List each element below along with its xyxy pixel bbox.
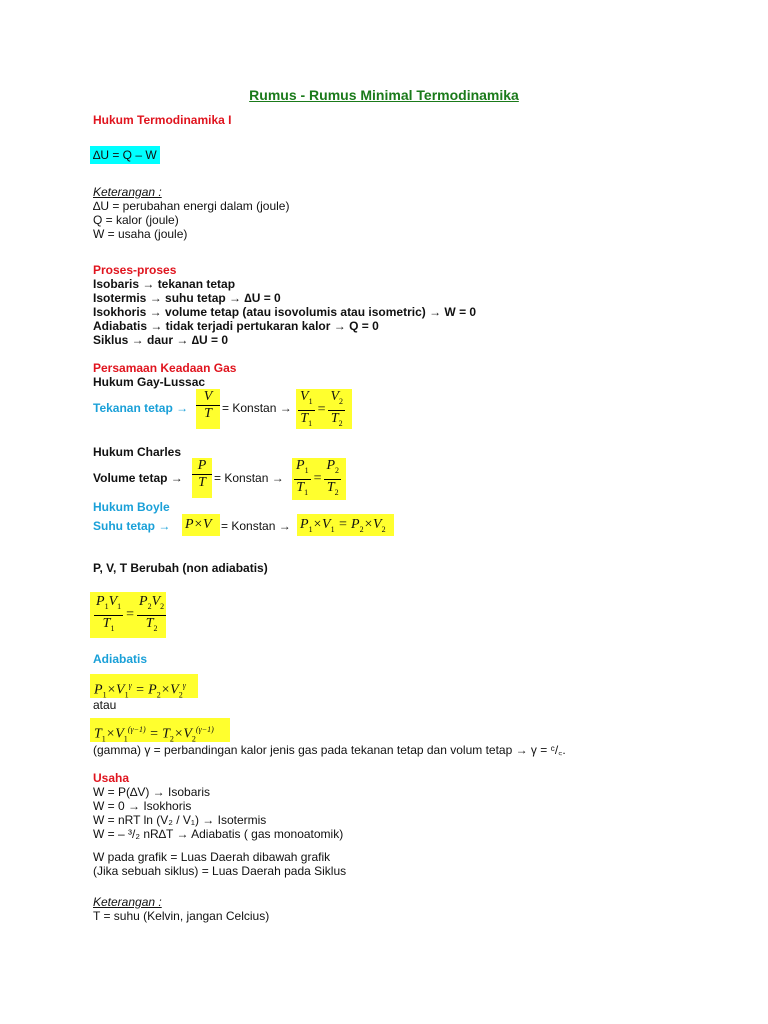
- volume-tetap-label: Volume tetap →: [93, 471, 183, 485]
- usaha-line-2: W = 0 → Isokhoris: [93, 799, 192, 813]
- usaha-line-1: W = P(∆V) → Isobaris: [93, 785, 211, 799]
- adiabatic-tv-box: $T_1\times V_1^{(\gamma-1)} = T_2\times V_2^{(\gamma-1)}$: [90, 718, 230, 742]
- adiabatic-pv-box: $P_1\times V_1^\gamma = P_2\times V_2^\gamma$: [90, 674, 198, 698]
- proses-line-4: Adiabatis → tidak terjadi pertukaran kalor → Q = 0: [93, 319, 379, 333]
- atau-text: atau: [93, 698, 117, 712]
- combined-gas-law-box: $\frac{P_1V_1}{T_1}$ = $\frac{P_2V_2}{T_2}$: [90, 592, 166, 638]
- ket2-line: T = suhu (Kelvin, jangan Celcius): [93, 909, 270, 923]
- proses-line-5: Siklus → daur → ∆U = 0: [93, 333, 229, 347]
- hukum1-heading: Hukum Termodinamika I: [93, 113, 232, 127]
- v-over-t-box: $\frac{V}{T}$: [196, 389, 220, 429]
- konstan-3: = Konstan →: [221, 519, 291, 533]
- tekanan-tetap-label: Tekanan tetap →: [93, 401, 189, 415]
- p-over-t-box: $\frac{P}{T}$: [192, 458, 212, 498]
- konstan-1: = Konstan →: [222, 401, 292, 415]
- page-title: Rumus - Rumus Minimal Termodinamika: [249, 87, 519, 103]
- p-times-v-box: P×V: [182, 514, 220, 536]
- gamma-note: (gamma) γ = perbandingan kalor jenis gas pada tekanan tetap dan volum tetap → γ = ᶜ/꜀.: [93, 743, 566, 757]
- ket-line-2: Q = kalor (joule): [93, 213, 179, 227]
- proses-line-2: Isotermis → suhu tetap → ∆U = 0: [93, 291, 281, 305]
- usaha-heading: Usaha: [93, 771, 130, 785]
- p1t1-p2t2-box: $\frac{P_1}{T_1}$ = $\frac{P_2}{T_2}$: [292, 458, 346, 500]
- suhu-tetap-label: Suhu tetap →: [93, 519, 171, 533]
- adiabatis-heading: Adiabatis: [93, 652, 148, 666]
- gay-lussac-heading: Hukum Gay-Lussac: [93, 375, 206, 389]
- boyle-formula-box: $P_1\times V_1 = P_2\times V_2$: [297, 514, 394, 536]
- konstan-2: = Konstan →: [214, 471, 284, 485]
- keterangan2-label: Keterangan :: [93, 895, 162, 909]
- grafik-line-2: (Jika sebuah siklus) = Luas Daerah pada Siklus: [93, 864, 347, 878]
- ket-line-3: W = usaha (joule): [93, 227, 188, 241]
- keterangan-label: Keterangan :: [93, 185, 162, 199]
- charles-heading: Hukum Charles: [93, 445, 182, 459]
- usaha-line-4: W = – ³/₂ nR∆T → Adiabatis ( gas monoatomik): [93, 827, 344, 841]
- hukum1-formula: [90, 148, 160, 162]
- v1t1-v2t2-box: $\frac{V_1}{T_1}$ = $\frac{V_2}{T_2}$: [296, 389, 352, 429]
- delta-u-formula: ∆U = Q – W: [90, 146, 160, 164]
- gas-heading: Persamaan Keadaan Gas: [93, 361, 237, 375]
- proses-heading: Proses-proses: [93, 263, 177, 277]
- grafik-line-1: W pada grafik = Luas Daerah dibawah grafik: [93, 850, 331, 864]
- pvt-heading: P, V, T Berubah (non adiabatis): [93, 561, 268, 575]
- ket-line-1: ∆U = perubahan energi dalam (joule): [93, 199, 290, 213]
- usaha-line-3: W = nRT ln (V₂ / V₁) → Isotermis: [93, 813, 267, 827]
- proses-line-1: Isobaris → tekanan tetap: [93, 277, 236, 291]
- boyle-heading: Hukum Boyle: [93, 500, 170, 514]
- proses-line-3: Isokhoris → volume tetap (atau isovolumis atau isometric) → W = 0: [93, 305, 477, 319]
